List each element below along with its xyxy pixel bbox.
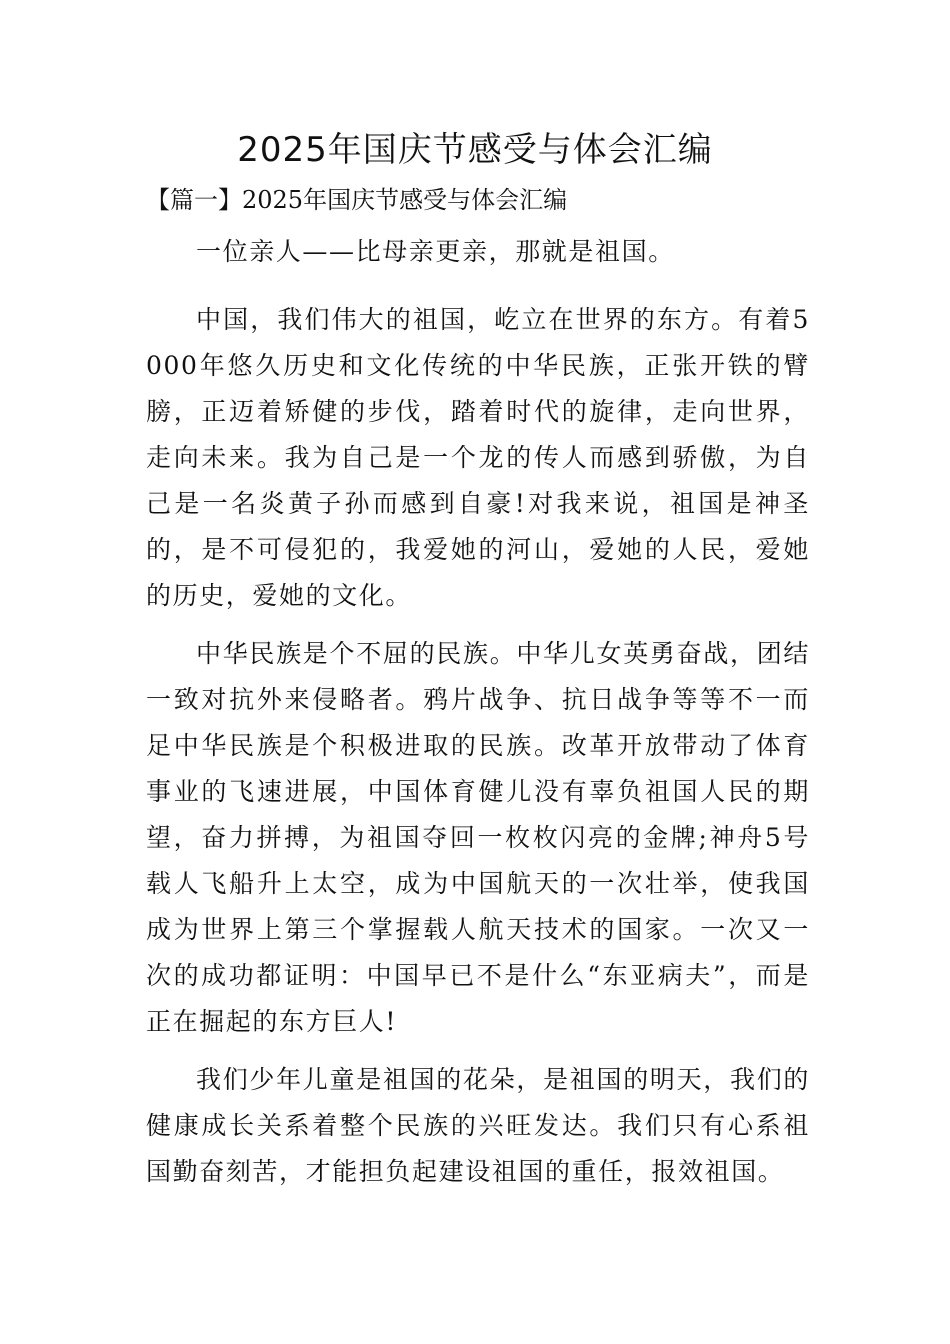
paragraph-gap bbox=[146, 619, 810, 631]
paragraph-2: 中国，我们伟大的祖国，屹立在世界的东方。有着5000年悠久历史和文化传统的中华民族，正张开铁的臂膀，正迈着矫健的步伐，踏着时代的旋律，走向世界，走向未来。我为自己是一个龙的传人而感到骄傲，为自己是一名炎黄子孙而感到自豪!对我来说，祖国是神圣的，是不可侵犯的，我爱她的河山，爱她的人民，爱她的历史，爱她的文化。 bbox=[146, 305, 810, 610]
paragraph-3: 中华民族是个不屈的民族。中华儿女英勇奋战，团结一致对抗外来侵略者。鸦片战争、抗日战争等等不一而足中华民族是个积极进取的民族。改革开放带动了体育事业的飞速进展，中国体育健儿没有辜负祖国人民的期望，奋力拼搏，为祖国夺回一枚枚闪亮的金牌;神舟5号载人飞船升上太空，成为中国航天的一次壮举，使我国成为世界上第三个掌握载人航天技术的国家。一次又一次的成功都证明：中国早已不是什么“东亚病夫”，而是正在掘起的东方巨人! bbox=[146, 639, 810, 1036]
paragraph-4: 我们少年儿童是祖国的花朵，是祖国的明天，我们的健康成长关系着整个民族的兴旺发达。我们只有心系祖国勤奋刻苦，才能担负起建设祖国的重任，报效祖国。 bbox=[146, 1065, 810, 1186]
document-body bbox=[146, 229, 810, 1195]
paragraph-1: 一位亲人——比母亲更亲，那就是祖国。 bbox=[196, 237, 675, 266]
paragraph-gap bbox=[146, 1045, 810, 1057]
section-heading: 【篇一】2025年国庆节感受与体会汇编 bbox=[146, 186, 568, 214]
document-title: 2025年国庆节感受与体会汇编 bbox=[237, 130, 713, 170]
